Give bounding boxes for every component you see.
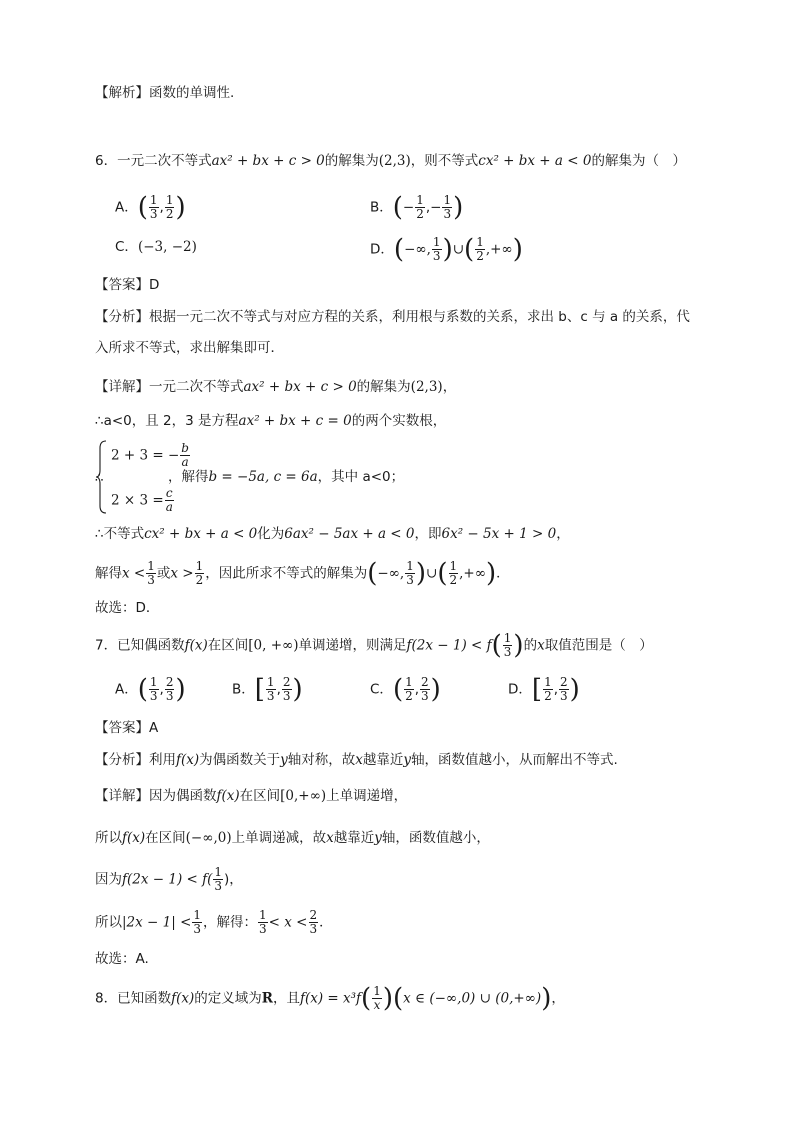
- q7-stem-text: 7．已知偶函数: [95, 637, 185, 654]
- q6-detail-line2: [95, 410, 446, 432]
- frac-num: 1: [195, 559, 204, 573]
- option-label: B．: [232, 681, 255, 698]
- detail-text: ．: [496, 565, 510, 582]
- answer-tag: 【答案】: [95, 277, 149, 293]
- frac-den: 3: [432, 249, 441, 263]
- q6-stem-text: ，则不等式: [410, 153, 479, 169]
- frac-num: 1: [432, 235, 441, 249]
- q7-interval: [0, +∞): [248, 637, 299, 654]
- frac-num: 1: [266, 675, 275, 689]
- detail-tag: 【详解】: [95, 788, 149, 804]
- q7-option-a[interactable]: A．( $\frac{1}{3}$ , $\frac{2}{3}$ ): [115, 674, 186, 705]
- q6-analysis-cont: [95, 337, 284, 359]
- detail-text: ，因此所求不等式的解集为: [205, 565, 368, 582]
- q6-option-c[interactable]: [115, 236, 197, 258]
- frac-den: 3: [149, 207, 158, 221]
- q7-option-c[interactable]: C．( $\frac{1}{2}$ , $\frac{2}{3}$ ): [370, 674, 441, 705]
- detail-math: b = −5a, c = 6a: [208, 469, 318, 485]
- detail-text: 解得: [95, 565, 122, 582]
- analysis-text: 越靠近: [362, 752, 404, 768]
- option-label: B．: [370, 199, 393, 216]
- detail-math: ax² + bx + c = 0: [238, 413, 352, 429]
- analysis-math: y: [280, 752, 288, 768]
- q7-detail-line2: [95, 827, 490, 849]
- detail-text: 所以: [95, 830, 122, 846]
- frac-num: 1: [214, 865, 223, 879]
- choose-text: 故选：D．: [95, 600, 160, 616]
- option-label: A．: [115, 199, 138, 216]
- system-therefore: [95, 467, 104, 489]
- q6-option-a[interactable]: A．( $\frac{1}{3}$ , $\frac{1}{2}$ ): [115, 192, 186, 223]
- option-label: A．: [115, 681, 138, 698]
- frac-den: 3: [214, 879, 223, 893]
- detail-text: 的解集为: [356, 379, 411, 395]
- frac-den: 3: [266, 689, 275, 703]
- detail-text: ，解得：: [203, 914, 258, 931]
- analysis-math: x: [355, 752, 363, 768]
- frac-num: 2: [165, 675, 174, 689]
- frac-num: 1: [165, 193, 174, 207]
- detail-text: ∴a<0，且 2，3 是方程: [95, 413, 239, 429]
- answer-tag: 【答案】: [95, 720, 149, 736]
- frac-den: 2: [476, 249, 484, 263]
- q7-answer: [95, 717, 158, 739]
- frac-num: c: [165, 486, 173, 500]
- q6-inequality: ax² + bx + c > 0: [211, 153, 325, 169]
- option-label: C．: [115, 239, 138, 255]
- q7-stem-text: 在区间: [207, 637, 249, 654]
- system-eq-1: [111, 442, 191, 469]
- detail-text: 化为: [257, 526, 285, 542]
- detail-text: 因为偶函数: [149, 788, 217, 804]
- frac-den: 3: [282, 689, 291, 703]
- q6-solution-set: (2,3): [378, 153, 411, 169]
- detail-math: f(x): [216, 788, 240, 804]
- detail-math: x: [326, 830, 334, 846]
- detail-math: f(2x − 1) < f(: [122, 871, 213, 888]
- q7-inequality: f(2x − 1) < f: [406, 637, 492, 654]
- detail-text: 一元二次不等式: [149, 379, 244, 395]
- q6-stem-text: 的解集为（ ）: [591, 153, 686, 169]
- q6-stem: [95, 150, 686, 172]
- frac-num: 1: [405, 675, 413, 689]
- detail-math: x <: [122, 565, 146, 582]
- frac-den: 3: [165, 689, 174, 703]
- q6-analysis: [95, 306, 690, 328]
- frac-den: 3: [443, 207, 452, 221]
- detail-text: ，: [556, 526, 570, 542]
- detail-math: f(x): [122, 830, 146, 846]
- q8-real-set: R: [261, 990, 273, 1007]
- detail-math: < x <: [268, 914, 308, 931]
- frac-num: 2: [309, 908, 318, 922]
- q7-detail-line3: [95, 866, 243, 893]
- detail-text: 在区间: [145, 830, 186, 846]
- frac-den: 2: [449, 573, 458, 587]
- detail-math: x >: [170, 565, 194, 582]
- q6-option-b[interactable]: B．(− $\frac{1}{2}$ ,− $\frac{1}{3}$ ): [370, 192, 464, 223]
- detail-math: [0,+∞): [280, 788, 327, 804]
- q7-variable: x: [537, 637, 545, 654]
- detail-text: 轴，函数值越小，: [381, 830, 490, 846]
- frac-num: b: [181, 441, 189, 455]
- detail-math: 6ax² − 5ax + a < 0: [284, 526, 415, 542]
- q6-stem-text: 的解集为: [324, 153, 379, 169]
- q6-choose: [95, 597, 159, 619]
- frac-num: 1: [149, 193, 158, 207]
- analysis-math: f(x): [176, 752, 200, 768]
- analysis-tag: 【分析】: [95, 752, 149, 768]
- system-math: 2 × 3 =: [111, 492, 164, 509]
- frac-den: 2: [195, 573, 204, 587]
- detail-text: 所以: [95, 914, 122, 931]
- q6-answer: [95, 274, 159, 296]
- frac-den: x: [373, 998, 381, 1012]
- answer-value: A: [149, 720, 159, 736]
- analysis-text: 根据一元二次不等式与对应方程的关系，利用根与系数的关系，求出 b、c 与 a 的关系，代: [149, 309, 690, 325]
- detail-math: ax² + bx + c > 0: [243, 379, 357, 395]
- q8-stem-text: 的定义域为: [194, 990, 262, 1007]
- q8-equation: f(x) = x³f: [299, 990, 362, 1007]
- detail-text: ，即: [414, 526, 442, 542]
- detail-text: ．: [319, 914, 333, 931]
- detail-math: 6x² − 5x + 1 > 0: [441, 526, 557, 542]
- q7-stem-text: 单调递增，则满足: [298, 637, 407, 654]
- detail-math: (−∞,0): [185, 830, 232, 846]
- frac-den: 2: [416, 207, 424, 221]
- detail-text: 因为: [95, 871, 122, 888]
- detail-math: |2x − 1| <: [122, 914, 192, 931]
- frac-den: 3: [259, 922, 267, 936]
- q8-function: f(x): [171, 990, 195, 1007]
- frac-num: 1: [373, 984, 381, 998]
- detail-text: 上单调递增，: [326, 788, 408, 804]
- q7-stem-text: 的: [523, 637, 538, 654]
- frac-num: 2: [560, 675, 568, 689]
- q7-function: f(x): [184, 637, 208, 654]
- detail-text: ，解得: [168, 469, 209, 485]
- detail-text: )，: [224, 871, 243, 888]
- q6-stem-text: 6．一元二次不等式: [95, 153, 212, 169]
- frac-den: 3: [503, 645, 512, 659]
- option-label: D．: [370, 241, 394, 258]
- analysis-line: [95, 82, 234, 104]
- option-label: C．: [370, 681, 393, 698]
- q8-stem-text: 8．已知函数: [95, 990, 172, 1007]
- frac-den: a: [165, 500, 173, 514]
- detail-text: 或: [156, 565, 171, 582]
- analysis-text: 入所求不等式，求出解集即可．: [95, 340, 284, 356]
- choose-text: 故选：A.: [95, 951, 149, 967]
- detail-tag: 【详解】: [95, 379, 149, 395]
- q7-option-d[interactable]: D．[ $\frac{1}{2}$ , $\frac{2}{3}$ ): [508, 674, 580, 705]
- analysis-text: 利用: [149, 752, 176, 768]
- detail-text: 越靠近: [333, 830, 375, 846]
- frac-num: 1: [259, 908, 267, 922]
- detail-math: (2,3): [410, 379, 443, 395]
- frac-den: 2: [405, 689, 413, 703]
- q8-stem-text: ，: [551, 990, 565, 1007]
- frac-den: 3: [309, 922, 318, 936]
- frac-num: 1: [443, 193, 452, 207]
- q7-detail-line4: [95, 909, 333, 936]
- q8-stem: 8．已知函数f(x)的定义域为R，且f(x) = x³f( $\frac{1}{x}$ )(x ∈ (−∞,0) ∪ (0,+∞))，: [95, 983, 565, 1014]
- q6-detail-line4: [95, 523, 570, 545]
- frac-den: 3: [406, 573, 414, 587]
- analysis-tag: 【分析】: [95, 309, 149, 325]
- analysis-text: 轴，函数值越小，从而解出不等式.: [411, 752, 618, 768]
- frac-num: 1: [149, 675, 158, 689]
- frac-den: a: [181, 455, 189, 469]
- detail-math: cx² + bx + a < 0: [144, 526, 258, 542]
- detail-text: 上单调递减，故: [231, 830, 327, 846]
- q8-domain: x ∈ (−∞,0) ∪ (0,+∞): [403, 990, 542, 1007]
- frac-num: 1: [416, 193, 424, 207]
- frac-den: 2: [165, 207, 174, 221]
- frac-num: 1: [147, 559, 155, 573]
- analysis-tag: 【解析】: [95, 85, 149, 101]
- q7-stem-text: 取值范围是（ ）: [544, 637, 653, 654]
- q7-stem: 7．已知偶函数f(x)在区间[0, +∞)单调递增，则满足f(2x − 1) < f( $\frac{1}{3}$ )的x取值范围是（ ）: [95, 630, 653, 661]
- q6-detail-line1: [95, 376, 456, 398]
- frac-num: 1: [503, 631, 512, 645]
- q6-target-inequality: cx² + bx + a < 0: [478, 153, 592, 169]
- q6-detail-line5: 解得x < $\frac{1}{3}$ 或x > $\frac{1}{2}$ ，因此所求不等式的解集为(−∞, $\frac{1}{3}$ )∪( $\frac{1}{2}$ ,+∞)．: [95, 558, 510, 589]
- frac-den: 3: [149, 689, 158, 703]
- system-solution: [168, 466, 404, 488]
- frac-num: 1: [406, 559, 414, 573]
- analysis-text: 函数的单调性.: [149, 85, 235, 101]
- analysis-text: 为偶函数关于: [199, 752, 281, 768]
- frac-den: 3: [147, 573, 155, 587]
- option-value: (−3, −2): [137, 239, 197, 255]
- frac-num: 2: [282, 675, 291, 689]
- q6-option-d[interactable]: D．(−∞, $\frac{1}{3}$ )∪( $\frac{1}{2}$ ,+∞): [370, 234, 523, 265]
- q7-option-b[interactable]: B．[ $\frac{1}{3}$ , $\frac{2}{3}$ ): [232, 674, 303, 705]
- q7-analysis: [95, 749, 618, 771]
- analysis-math: y: [403, 752, 412, 768]
- frac-den: 3: [193, 922, 202, 936]
- q8-stem-text: ，且: [272, 990, 300, 1007]
- detail-text: ∴不等式: [95, 526, 145, 542]
- answer-value: D: [149, 277, 160, 293]
- frac-den: 3: [560, 689, 568, 703]
- q7-detail-line1: [95, 785, 407, 807]
- frac-num: 1: [449, 559, 458, 573]
- frac-den: 3: [421, 689, 429, 703]
- system-math: 2 + 3 = −: [111, 447, 180, 464]
- analysis-text: 轴对称，故: [287, 752, 356, 768]
- frac-num: 1: [476, 235, 484, 249]
- frac-num: 1: [544, 675, 552, 689]
- option-label: D．: [508, 681, 532, 698]
- detail-text: 在区间: [239, 788, 281, 804]
- detail-text: ，: [442, 379, 457, 395]
- detail-math: y: [374, 830, 382, 846]
- frac-num: 2: [421, 675, 429, 689]
- q7-choose: [95, 948, 149, 970]
- frac-den: 2: [544, 689, 552, 703]
- system-eq-2: [111, 487, 175, 514]
- frac-num: 1: [193, 908, 202, 922]
- detail-text: 的两个实数根，: [351, 413, 447, 429]
- therefore-symbol: ∴: [95, 470, 104, 486]
- detail-text: ，其中 a<0；: [317, 469, 405, 485]
